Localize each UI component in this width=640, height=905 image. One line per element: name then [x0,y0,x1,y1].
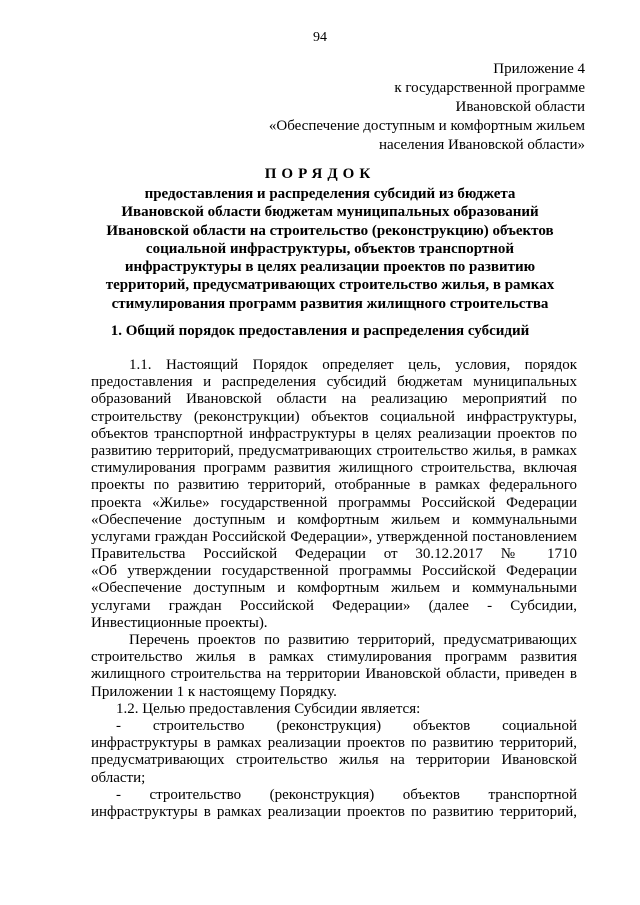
paragraph-line: «Об утверждении государственной программы Российской Федерации [91,563,577,580]
paragraph-line: Перечень проектов по развитию территорий, предусматривающих [129,632,577,648]
appendix-line: населения Ивановской области» [378,137,585,153]
subtitle-line: инфраструктуры в целях реализации проектов по развитию [124,259,536,276]
list-item-line: предусматривающих строительство жилья на территории Ивановской [91,752,577,769]
paragraph-line: 1.2. Целью предоставления Субсидии является: [116,700,421,717]
paragraph-line: строительству (реконструкции) объектов социальной инфраструктуры, [91,408,577,425]
subtitle-line: Ивановской области бюджетам муниципальных образований [121,204,539,221]
paragraph-line: стимулирования программ развития жилищного строительства, включая [91,460,577,477]
paragraph-line: развитию территорий, предусматривающих строительство жилья, в рамках [91,442,577,459]
subtitle-line: стимулирования программ развития жилищного строительства [111,295,549,312]
section-heading: 1. Общий порядок предоставления и распределения субсидий [110,323,530,339]
paragraph-line: услугами граждан Российской Федерации», утвержденной постановлением [91,528,577,545]
paragraph-line: жилищного строительства на территории Ивановской области, приведен в [91,666,577,683]
list-item-line: - строительство (реконструкция) объектов социальной [116,717,577,734]
list-item-line: - строительство (реконструкция) объектов транспортной [116,786,577,803]
paragraph-line: 1.1. Настоящий Порядок определяет цель, условия, порядок [129,357,577,373]
appendix-line: «Обеспечение доступным и комфортным жильем [268,118,585,134]
subtitle-line: территорий, предусматривающих строительство жилья, в рамках [105,277,555,294]
body-text [91,357,577,821]
paragraph-line: Правительства Российской Федерации от 30.12.2017 № 1710 [91,546,577,563]
appendix-line: Ивановской области [455,99,585,115]
paragraph-line: предоставления и распределения субсидий бюджетам муниципальных [91,374,577,391]
paragraph-line: образований Ивановской области на реализацию мероприятий по [91,391,577,408]
subtitle-line: социальной инфраструктуры, объектов транспортной [145,240,515,257]
paragraph-line: «Обеспечение доступным и комфортным жильем и коммунальными [91,580,577,597]
page-number: 94 [313,30,327,45]
paragraph-line: Приложении 1 к настоящему Порядку. [91,683,337,700]
paragraph-line: проекта «Жилье» государственной программы Российской Федерации [91,494,577,511]
list-item-line: области; [91,769,146,786]
paragraph-line: объектов транспортной инфраструктуры в целях реализации проектов по [91,425,577,442]
appendix-line: к государственной программе [394,80,585,96]
subtitle-line: предоставления и распределения субсидий из бюджета [144,186,516,202]
paragraph-line: услугами граждан Российской Федерации» (далее - Субсидии, [91,597,577,614]
paragraph-line: «Обеспечение доступным и комфортным жильем и коммунальными [91,511,577,528]
document-subtitle [90,185,570,313]
paragraph-line: проекты по развитию территорий, отобранные в рамках федерального [91,477,577,494]
subtitle-line: Ивановской области на строительство (реконструкцию) объектов [106,222,554,239]
paragraph-line: Инвестиционные проекты). [91,614,268,631]
list-item-line: инфраструктуры в рамках реализации проектов по развитию территорий, [91,803,577,820]
paragraph-line: строительство жилья в рамках стимулирования программ развития [91,649,577,666]
appendix-line: Приложение 4 [493,61,585,77]
list-item-line: инфраструктуры в рамках реализации проектов по развитию территорий, [91,735,577,752]
document-title: ПОРЯДОК [264,166,376,182]
appendix-header [269,60,585,155]
